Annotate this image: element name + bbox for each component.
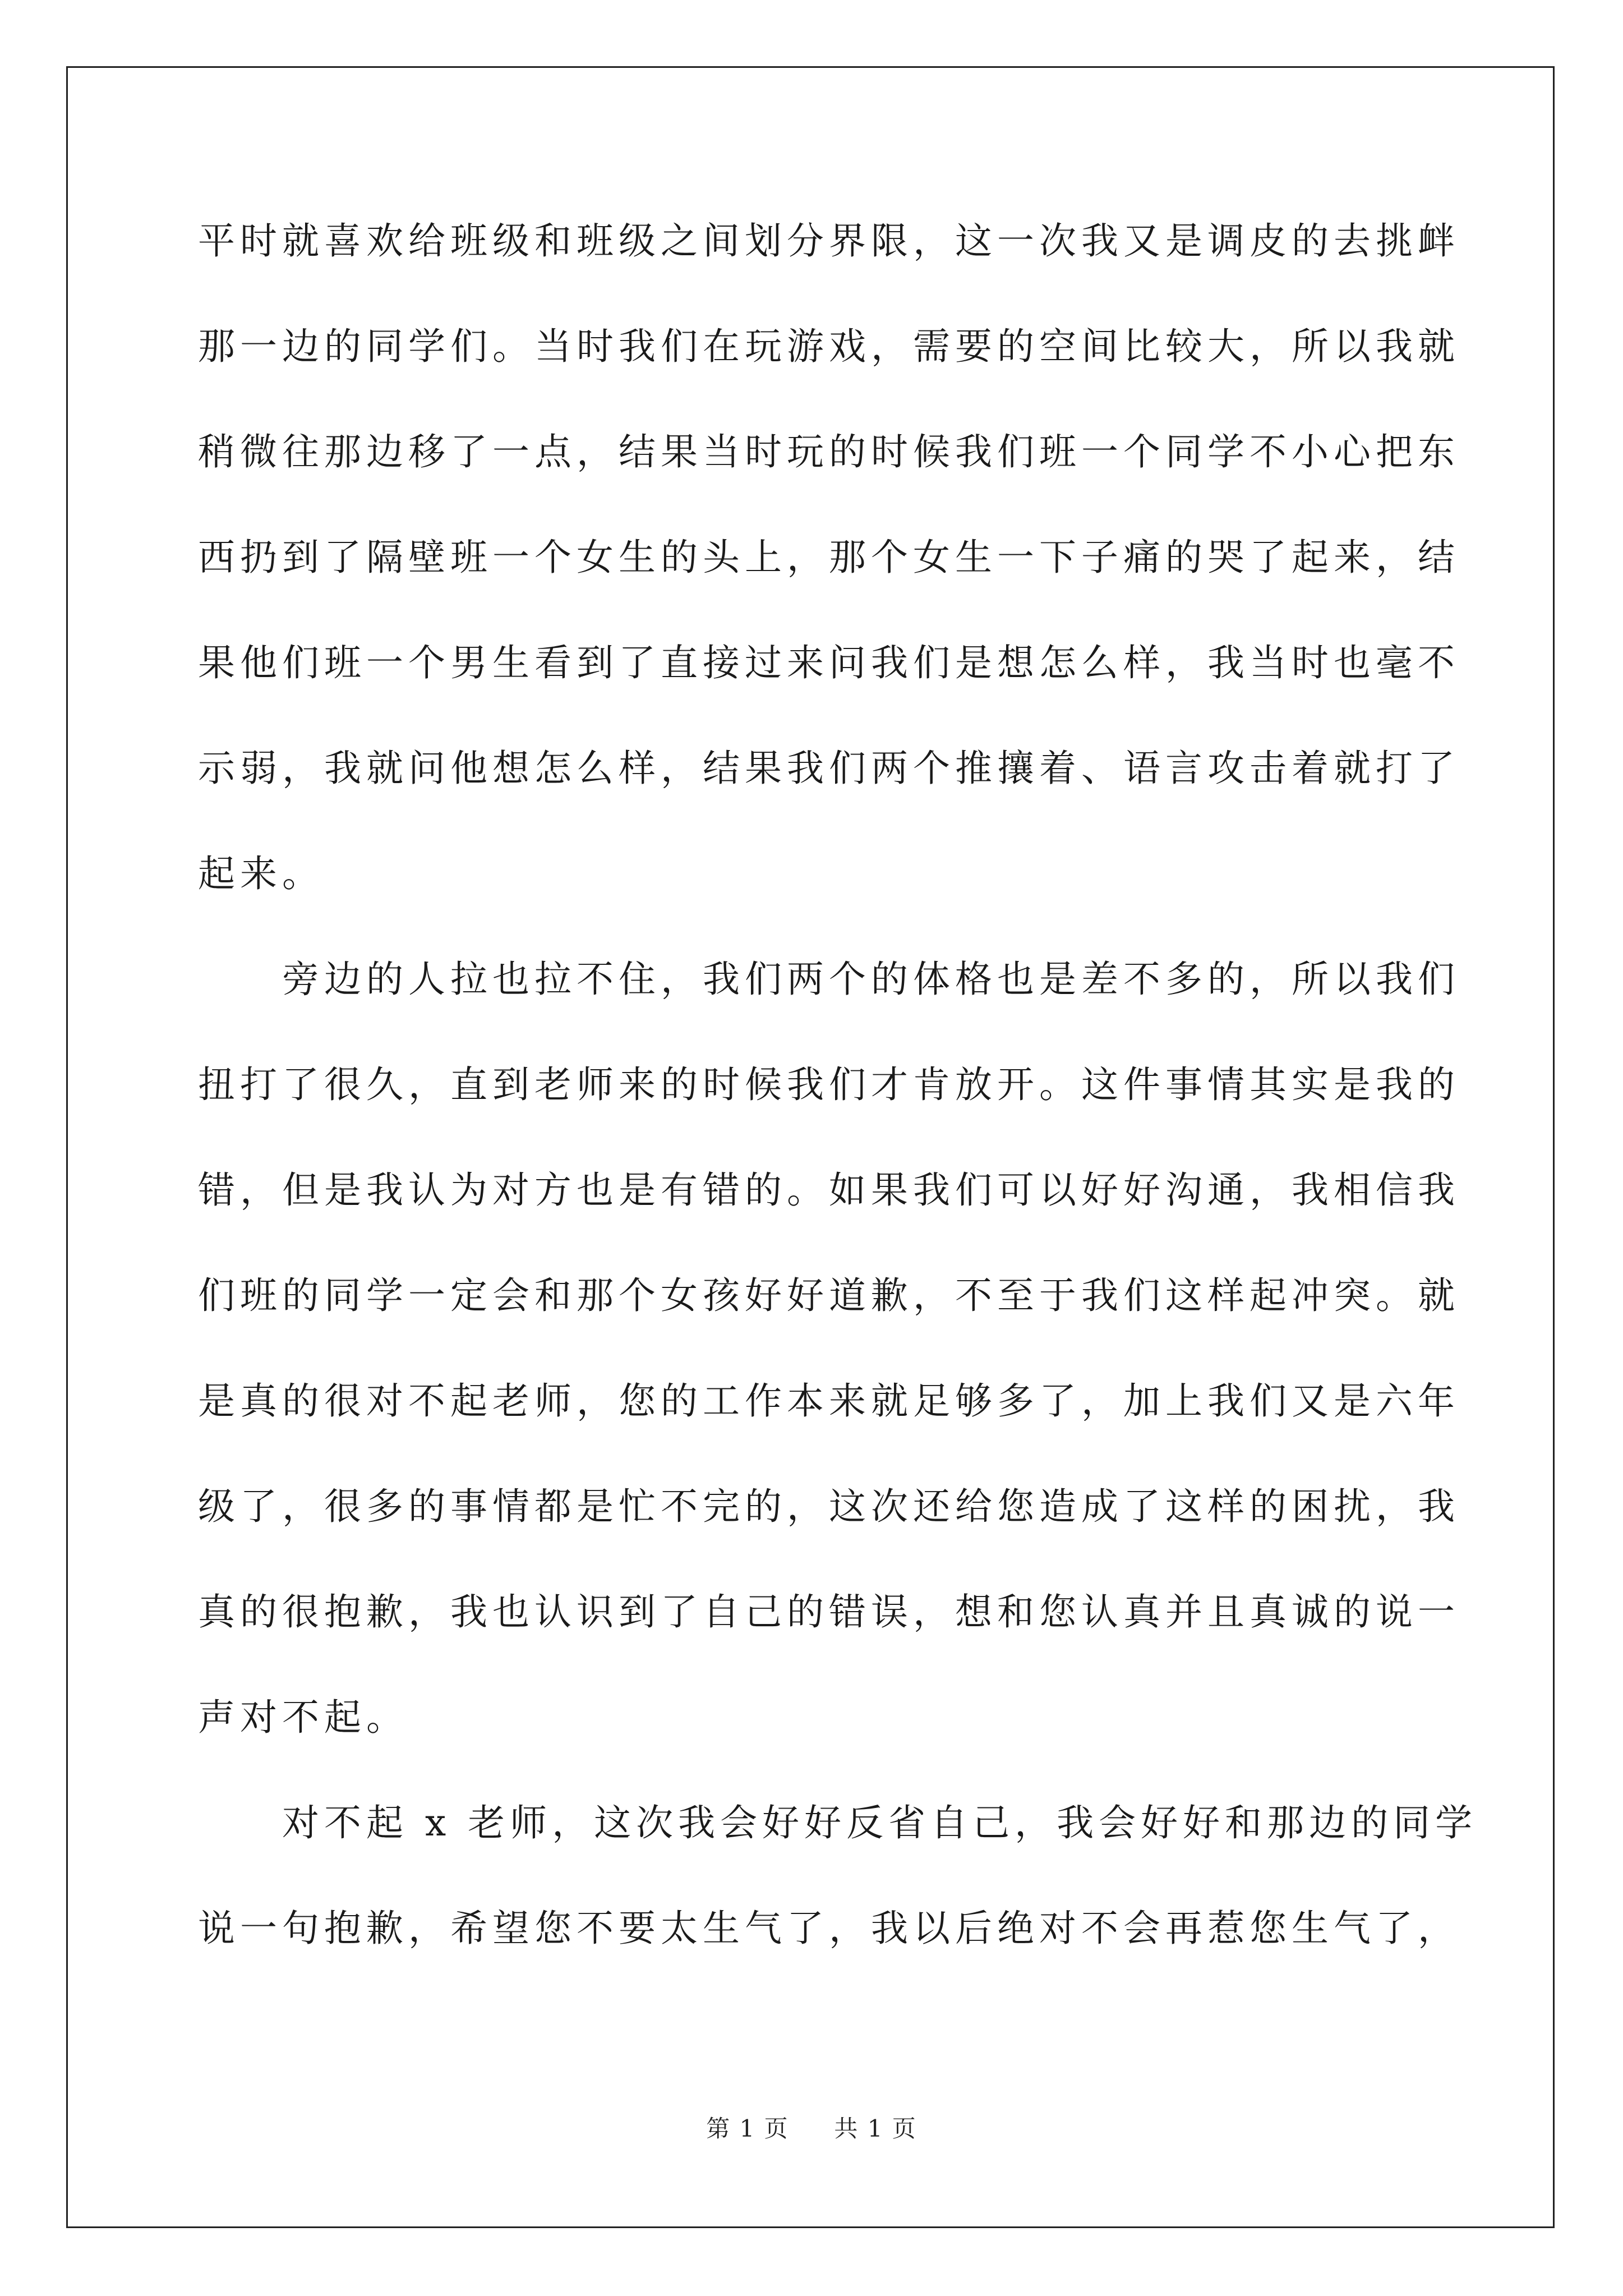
paragraph-3 xyxy=(198,1795,1478,2006)
text-line: 真的很抱歉，我也认识到了自己的错误，想和您认真并且真诚的说一 xyxy=(198,1590,1460,1634)
text-line: 那一边的同学们。当时我们在玩游戏，需要的空间比较大，所以我就 xyxy=(198,325,1460,368)
paragraph-2 xyxy=(198,951,1460,1795)
text-line: 错，但是我认为对方也是有错的。如果我们可以好好沟通，我相信我 xyxy=(198,1168,1460,1212)
text-line: 扭打了很久，直到老师来的时候我们才肯放开。这件事情其实是我的 xyxy=(198,1063,1460,1106)
text-line: 平时就喜欢给班级和班级之间划分界限，这一次我又是调皮的去挑衅 xyxy=(198,219,1460,263)
text-line: 对不起 x 老师，这次我会好好反省自己，我会好好和那边的同学 xyxy=(282,1801,1478,1844)
text-line: 起来。 xyxy=(198,852,324,895)
text-line: 稍微往那边移了一点，结果当时玩的时候我们班一个同学不小心把东 xyxy=(198,430,1460,473)
text-line: 级了，很多的事情都是忙不完的，这次还给您造成了这样的困扰，我 xyxy=(198,1485,1460,1528)
page-total: 共 1 页 xyxy=(834,2115,917,2142)
page-footer xyxy=(0,2110,1623,2144)
text-line: 声对不起。 xyxy=(198,1696,408,1739)
text-line: 们班的同学一定会和那个女孩好好道歉，不至于我们这样起冲突。就 xyxy=(198,1274,1460,1317)
text-line: 是真的很对不起老师，您的工作本来就足够多了，加上我们又是六年 xyxy=(198,1379,1460,1423)
text-line: 果他们班一个男生看到了直接过来问我们是想怎么样，我当时也毫不 xyxy=(198,641,1460,684)
document-body xyxy=(198,213,1478,2006)
paragraph-1 xyxy=(198,213,1460,951)
page-number: 第 1 页 xyxy=(706,2115,789,2142)
text-line: 旁边的人拉也拉不住，我们两个的体格也是差不多的，所以我们 xyxy=(282,958,1460,1001)
text-line: 西扔到了隔壁班一个女生的头上，那个女生一下子痛的哭了起来，结 xyxy=(198,536,1460,579)
text-line: 示弱，我就问他想怎么样，结果我们两个推攘着、语言攻击着就打了 xyxy=(198,747,1460,790)
text-line: 说一句抱歉，希望您不要太生气了，我以后绝对不会再惹您生气了， xyxy=(198,1907,1460,1950)
